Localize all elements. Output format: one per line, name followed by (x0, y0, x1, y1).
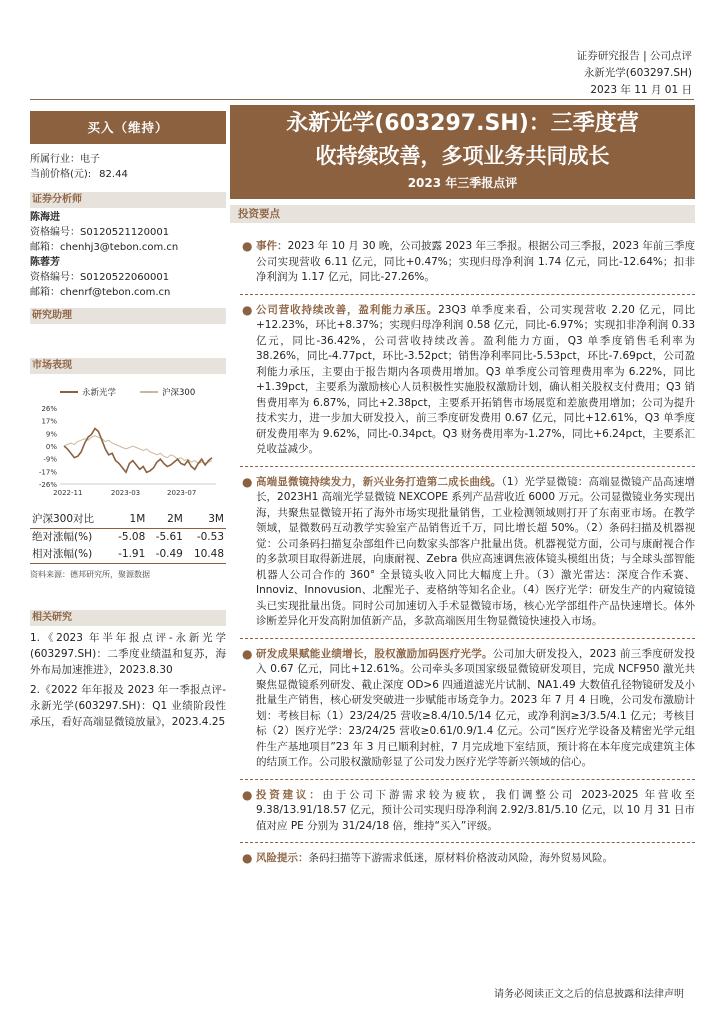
y-tick-label: -17% (38, 468, 57, 477)
bullet-icon: ● (242, 474, 253, 489)
para-text: 23Q3 单季度来看，公司实现营收 2.20 亿元，同比+12.23%，环比+8.37%；实现归母净利润 0.58 亿元，同比-6.97%；实现扣非净利润 0.33 亿元，同比-36.42%，公司营收持续改善。盈利能力方面，Q3 单季度销售毛利率为 38.26%，同比-4.77pct，环比-3.52pct；销售净利率同比-5.53pct，环比-7.69pct，公司盈利能力承压，主要由于报告期内各项费用增加。Q3 单季度公司管理费用率为 6.22%，同比+1.39pct，主要系为激励核心人员积极性实施股权激励计划，确认相关股权支付费用；Q3 销售费用率为 6.87%，同比+2.38pct，主要系开拓销售市场展览和差旅费用增加；公司为提升技术实力，进一步加大研发投入，前三季度研发费用 0.67 亿元，同比+12.61%，Q3 单季度研发费用率为 9.62%，同比-0.34pct。Q3 财务费用率为-1.27%，同比+6.24pct，主要系汇兑收益减少。 (256, 303, 695, 455)
para-event (230, 239, 695, 286)
perf-cell: -0.53 (196, 531, 224, 543)
stock-name: 永新光学(603297.SH) (583, 67, 692, 79)
perf-table (30, 511, 226, 564)
report-header (577, 48, 692, 99)
para-heading: 公司营收持续改善，盈利能力承压。 (256, 303, 439, 316)
analyst-email[interactable]: chenhj3@tebon.com.cn (60, 242, 179, 253)
related-link-2[interactable]: 2.《2022 年年报及 2023 年一季报点评-永新光学(603297.SH)：Q1 业绩阶段性承压，看好高端显微镜放量》，2023.4.25 (30, 684, 226, 728)
y-tick-label: -9% (43, 455, 57, 464)
industry-label: 所属行业： (30, 154, 80, 165)
industry-row (30, 152, 226, 167)
bullet-icon: ● (242, 302, 253, 317)
perf-row (30, 529, 226, 547)
legend-label: 沪深300 (162, 388, 196, 398)
market-chart (30, 384, 226, 507)
perf-header-cell: 1M (110, 511, 148, 529)
perf-source: 资料来源：德邦研究所，聚源数据 (30, 570, 150, 579)
divider (240, 466, 695, 467)
perf-cell: 10.48 (185, 546, 226, 564)
related-header: 相关研究 (30, 610, 226, 626)
invest-header: 投资要点 (230, 205, 695, 223)
perf-header-cell: 2M (147, 511, 185, 529)
y-tick-label: 9% (45, 430, 57, 439)
para-heading: 投资建议： (256, 788, 323, 801)
x-tick-label: 2023-03 (110, 489, 141, 497)
title-sub: 2023 年三季报点评 (407, 176, 518, 190)
main-content (230, 205, 695, 867)
cert-value: S0120521120001 (80, 227, 170, 238)
rating-badge: 买入（维持） (30, 111, 226, 144)
para-text: （1）光学显微镜：高端显微镜产品高速增长，2023H1 高端光学显微镜 NEXCOPE 系列产品营收近 6000 万元。公司显微镜业务实现出海，共聚焦显微镜开拓了海外市场实现批量销售，工业检测领域则打开了东南亚市场。在教学领域，显微数码互动教学实验室产品销售近千万，同比增长超 50%。（2）条码扫描及机器视觉：公司条码扫描复杂部组件已向数家头部客户批量出货。机器视觉方面，公司与康耐视合作的多款项目取得新进展，向康耐视、Zebra 供应高速调焦液体镜头模组出货；与全球头部智能机器人公司合作的 360° 全景镜头收入同比大幅度上升。（3）激光雷达：深度合作禾赛、Innoviz、Innovusion、北醒光子、麦格纳等知名企业。（4）医疗光学：研发生产的内窥镜镜头已实现批量出货。同时公司加速切入手术显微镜市场，核心光学部组件产品快速增长。体外诊断差异化开发高附加值新产品，多款高端医用生物显微镜快速投入市场。 (256, 475, 695, 627)
para-revenue (230, 303, 695, 458)
analyst-name: 陈海进 (30, 212, 60, 223)
para-heading: 研发成果赋能业绩增长，股权激励加码医疗光学。 (256, 647, 493, 660)
para-microscope (230, 475, 695, 630)
bullet-icon: ● (242, 239, 253, 253)
analyst-name: 陈蓉芳 (30, 257, 60, 268)
analyst-email[interactable]: chenrf@tebon.com.cn (60, 287, 171, 298)
perf-cell: -5.61 (155, 531, 183, 543)
perf-header-row (30, 511, 226, 529)
para-heading: 事件： (256, 240, 288, 252)
para-rnd (230, 647, 695, 771)
price-label: 当前价格(元): (30, 169, 92, 180)
analysts-header: 证券分析师 (30, 192, 226, 208)
perf-cell: 相对涨幅(%) (30, 546, 110, 564)
divider (240, 638, 695, 639)
divider (240, 779, 695, 780)
cert-value: S0120522060001 (80, 272, 170, 283)
para-advice (230, 788, 695, 835)
analyst-2 (30, 255, 226, 300)
divider (240, 842, 695, 843)
bullet-icon: ● (242, 646, 253, 661)
market-chart-svg (30, 384, 226, 502)
perf-header-cell: 3M (185, 511, 226, 529)
perf-cell: 绝对涨幅(%) (32, 531, 93, 543)
para-text: 2023 年 10 月 30 晚，公司披露 2023 年三季报。根据公司三季报，2023 年前三季度公司实现营收 6.11 亿元，同比+0.47%；实现归母净利润 1.74 亿元，同比-12.64%；扣非净利润为 1.17 亿元，同比-27.26%。 (256, 240, 695, 283)
para-heading: 风险提示： (256, 852, 309, 864)
email-label: 邮箱： (30, 287, 60, 298)
bullet-icon: ● (242, 787, 253, 802)
x-tick-label: 2023-07 (167, 489, 197, 497)
y-tick-label: 17% (41, 417, 57, 426)
email-label: 邮箱： (30, 242, 60, 253)
title-box (230, 105, 695, 199)
title-line2: 收持续改善，多项业务共同成长 (315, 144, 610, 168)
cert-label: 资格编号： (30, 272, 80, 283)
title-line1: 永新光学(603297.SH)：三季度营 (286, 111, 639, 136)
market-header: 市场表现 (30, 358, 226, 374)
perf-cell: -1.91 (110, 546, 148, 564)
para-text: 由于公司下游需求较为疲软，我们调整公司 2023-2025 年营收至 9.38/13.91/18.57 亿元，预计公司实现归母净利润 2.92/3.81/5.10 亿元，以 10 月 31 日市值对应 PE 分别为 31/24/18 倍，维持“买入”评级。 (256, 788, 695, 832)
price-row (30, 167, 226, 182)
cert-label: 资格编号： (30, 227, 80, 238)
header-divider (30, 99, 694, 100)
report-date: 2023 年 11 月 01 日 (590, 84, 692, 96)
footer-disclaimer: 请务必阅读正文之后的信息披露和法律声明 (494, 989, 684, 1000)
x-tick-label: 2022-11 (53, 489, 83, 497)
para-text: 公司加大研发投入，2023 前三季度研发投入 0.67 亿元，同比+12.61%。公司牵头多项国家级显微镜研发项目，完成 NCF950 激光共聚焦显微镜系列研发、截止深度 OD>6 四通道滤光片试制、NA1.49 大数值孔径物镜研发及小批量生产销售，核心研发突破进一步赋能市场竞争力。2023 年 7 月 4 日晚，公司发布激励计划：考核目标（1）23/24/25 营收≥8.4/10.5/14 亿元，或净利润≥3/3.5/4.1 亿元；考核目标（2）医疗光学：23/24/25 营收≥0.61/0.9/1.4 亿元。公司“医疗光学设备及精密光学元组件生产基地项目”23 年 3 月已顺利封桩，7 月完成地下室结顶，预计将在本年度完成建筑主体的结顶工作。公司股权激励彰显了公司发力医疗光学等新兴领域的信心。 (256, 647, 696, 768)
industry-value: 电子 (80, 154, 100, 165)
analyst-1 (30, 210, 226, 255)
series-line-stock (64, 429, 212, 473)
perf-cell: -5.08 (118, 531, 146, 543)
para-risk (230, 851, 695, 867)
bullet-icon: ● (242, 851, 253, 865)
perf-row (30, 546, 226, 564)
report-type: 证券研究报告 | 公司点评 (576, 50, 692, 62)
related-link-1[interactable]: 1.《2023 年半年报点评-永新光学(603297.SH)：二季度业绩温和复苏，海外布局加速推进》，2023.8.30 (30, 632, 226, 676)
para-text: 条码扫描等下游需求低迷，原材料价格波动风险，海外贸易风险。 (308, 852, 613, 864)
legend-label: 永新光学 (82, 388, 117, 398)
y-tick-label: 26% (41, 405, 57, 413)
perf-header-cell: 沪深300对比 (30, 511, 110, 529)
divider (240, 294, 695, 295)
perf-cell: -0.49 (147, 546, 185, 564)
price-value: 82.44 (99, 169, 128, 180)
assistant-header: 研究助理 (30, 308, 226, 324)
para-heading: 高端显微镜持续发力，新兴业务打造第二成长曲线。 (256, 475, 502, 488)
left-sidebar (30, 150, 226, 730)
y-tick-label: 0% (45, 443, 57, 451)
y-tick-label: -26% (38, 481, 57, 489)
